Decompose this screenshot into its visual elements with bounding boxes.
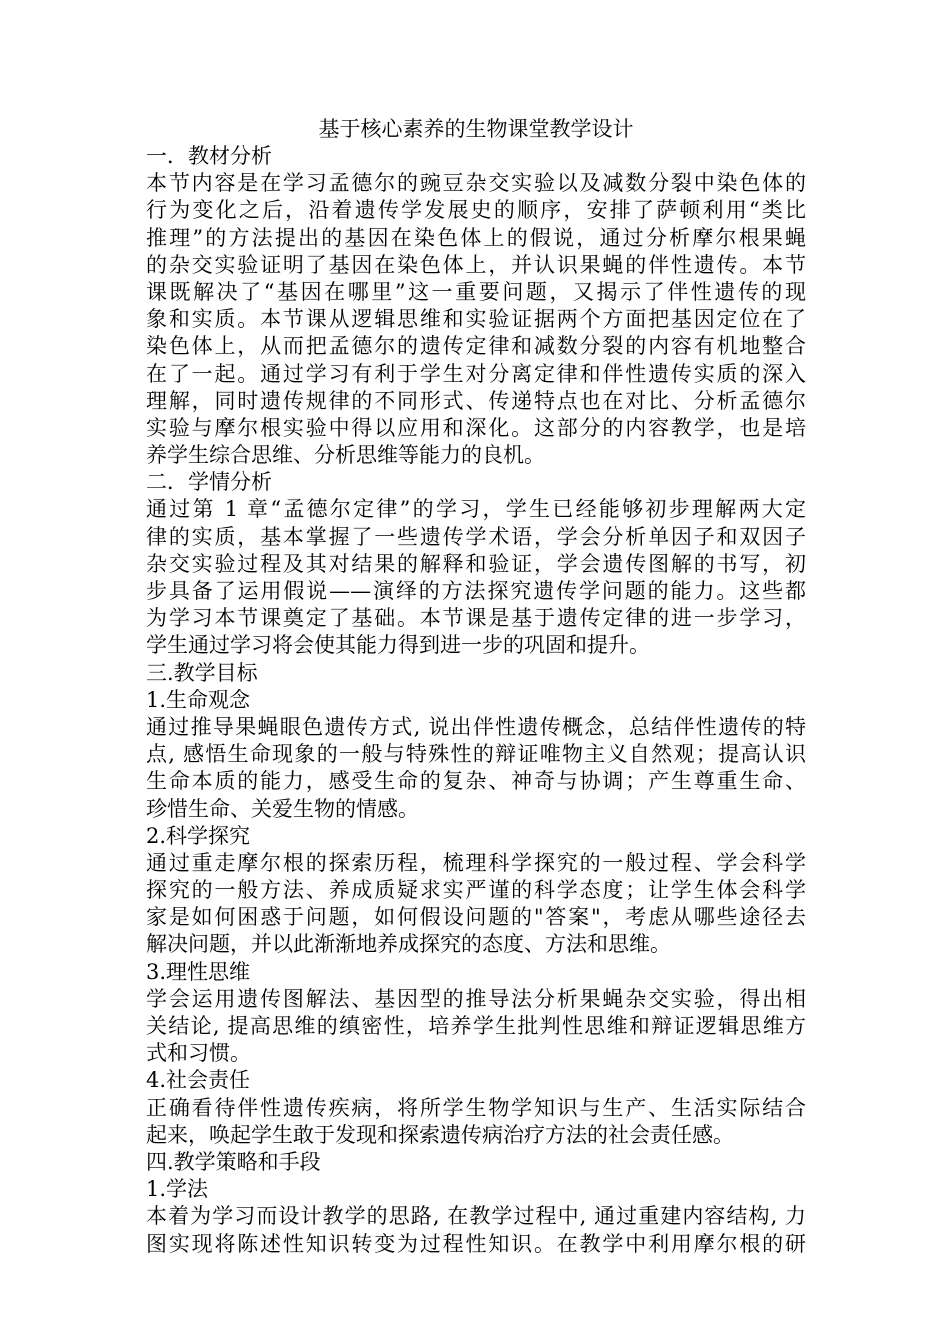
text-line: 1.生命观念 — [146, 687, 251, 712]
text-line: 为学习本节课奠定了基础。本节课是基于遗传定律的进一步学习， — [146, 606, 806, 631]
text-line: 行为变化之后，沿着遗传学发展史的顺序，安排了萨顿利用“类比 — [146, 198, 806, 223]
text-line: 在了一起。通过学习有利于学生对分离定律和伴性遗传实质的深入 — [146, 361, 806, 386]
text-line: 图实现将陈述性知识转变为过程性知识。在教学中利用摩尔根的研 — [146, 1231, 806, 1256]
text-line: 律的实质，基本掌握了一些遗传学术语，学会分析单因子和双因子 — [146, 524, 806, 549]
text-line: 一．教材分析 — [146, 144, 272, 168]
text-line: 四.教学策略和手段 — [146, 1149, 321, 1174]
text-line: 本节内容是在学习孟德尔的豌豆杂交实验以及减数分裂中染色体的 — [146, 171, 806, 196]
text-line: 学会运用遗传图解法、基因型的推导法分析果蝇杂交实验，得出相 — [146, 986, 806, 1011]
text-line: 通过第 1 章“孟德尔定律”的学习，学生已经能够初步理解两大定 — [146, 497, 806, 522]
text-line: 推理”的方法提出的基因在染色体上的假说，通过分析摩尔根果蝇 — [146, 225, 806, 250]
text-line: 课既解决了“基因在哪里”这一重要问题，又揭示了伴性遗传的现 — [146, 279, 806, 304]
text-line: 正确看待伴性遗传疾病，将所学生物学知识与生产、生活实际结合 — [146, 1095, 806, 1120]
text-line: 的杂交实验证明了基因在染色体上，并认识果蝇的伴性遗传。本节 — [146, 252, 806, 277]
text-line: 杂交实验过程及其对结果的解释和验证，学会遗传图解的书写，初 — [146, 551, 806, 576]
text-line: 点, 感悟生命现象的一般与特殊性的辩证唯物主义自然观；提高认识 — [146, 742, 806, 767]
document-title: 基于核心素养的生物课堂教学设计 — [318, 117, 634, 141]
text-line: 三.教学目标 — [146, 660, 258, 685]
text-line: 二．学情分析 — [146, 470, 272, 495]
text-line: 4.社会责任 — [146, 1068, 251, 1093]
text-line: 3.理性思维 — [146, 959, 251, 984]
text-line: 实验与摩尔根实验中得以应用和深化。这部分的内容教学，也是培 — [146, 415, 806, 440]
text-line: 探究的一般方法、养成质疑求实严谨的科学态度；让学生体会科学 — [146, 878, 806, 903]
text-line: 家是如何困惑于问题，如何假设问题的"答案"，考虑从哪些途径去 — [146, 905, 806, 930]
text-line: 染色体上，从而把孟德尔的遗传定律和减数分裂的内容有机地整合 — [146, 334, 806, 359]
text-line: 学生通过学习将会使其能力得到进一步的巩固和提升。 — [146, 633, 650, 658]
text-line: 本着为学习而设计教学的思路, 在教学过程中, 通过重建内容结构, 力 — [146, 1204, 806, 1229]
text-line: 生命本质的能力，感受生命的复杂、神奇与协调；产生尊重生命、 — [146, 769, 806, 794]
text-line: 2.科学探究 — [146, 823, 251, 848]
text-line: 通过重走摩尔根的探索历程，梳理科学探究的一般过程、学会科学 — [146, 850, 806, 875]
text-line: 理解，同时遗传规律的不同形式、传递特点也在对比、分析孟德尔 — [146, 388, 806, 413]
text-line: 起来，唤起学生敢于发现和探索遗传病治疗方法的社会责任感。 — [146, 1122, 734, 1147]
text-line: 关结论, 提高思维的缜密性，培养学生批判性思维和辩证逻辑思维方 — [146, 1014, 806, 1038]
text-line: 象和实质。本节课从逻辑思维和实验证据两个方面把基因定位在了 — [146, 307, 806, 332]
text-line: 通过推导果蝇眼色遗传方式, 说出伴性遗传概念，总结伴性遗传的特 — [146, 714, 806, 739]
text-line: 养学生综合思维、分析思维等能力的良机。 — [146, 443, 545, 468]
text-line: 步具备了运用假说——演绎的方法探究遗传学问题的能力。这些都 — [146, 579, 806, 603]
text-line: 解决问题，并以此渐渐地养成探究的态度、方法和思维。 — [146, 932, 671, 957]
text-line: 珍惜生命、关爱生物的情感。 — [146, 796, 419, 821]
document-page — [146, 116, 806, 1258]
text-line: 式和习惯。 — [146, 1041, 251, 1066]
document-body — [146, 143, 806, 1258]
text-line: 1.学法 — [146, 1177, 209, 1202]
